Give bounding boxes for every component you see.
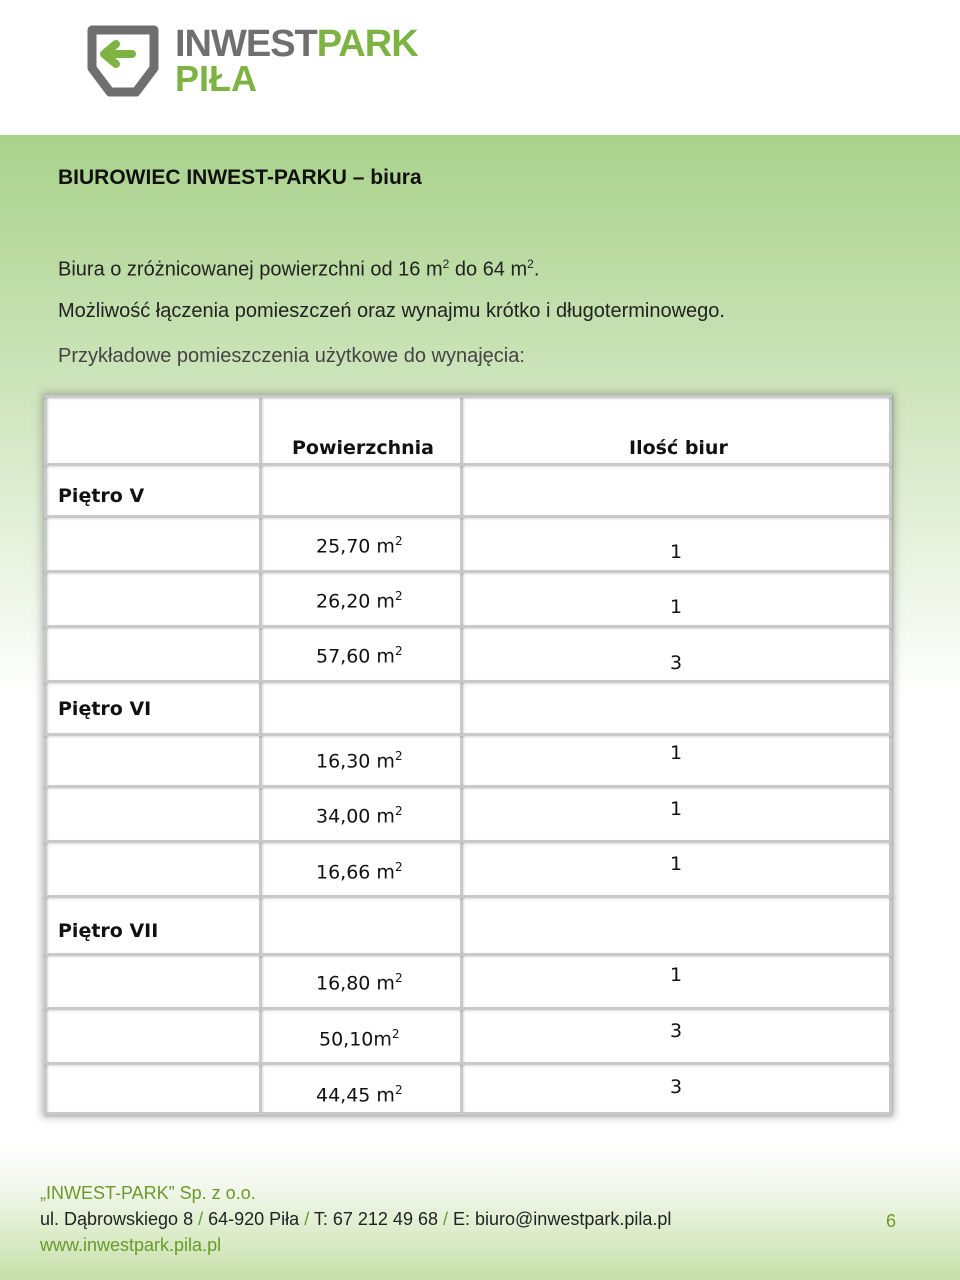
intro-line-examples: Przykładowe pomieszczenia użytkowe do wynajęcia: <box>58 345 525 367</box>
row-count: 1 <box>670 964 683 986</box>
row-count: 3 <box>670 652 683 674</box>
footer-contact: ul. Dąbrowskiego 8 / 64-920 Piła / T: 67 212 49 68 / E: biuro@inwestpark.pila.pl <box>40 1209 672 1229</box>
header-area: Powierzchnia <box>292 437 435 459</box>
floor-label: Piętro VI <box>58 698 152 720</box>
row-area: 26,20 $m^2$ <box>316 589 403 613</box>
row-count: 1 <box>670 798 683 820</box>
intro-line-options: Możliwość łączenia pomieszczeń oraz wynajmu krótko i długoterminowego. <box>58 300 725 322</box>
footer-website-link[interactable]: www.inwestpark.pila.pl <box>40 1235 222 1255</box>
logo-text-inwest: INWEST <box>175 23 317 65</box>
row-area: 16,30 $m^2$ <box>316 749 403 773</box>
offices-table <box>44 395 892 1115</box>
logo-text-park: PARK <box>316 23 418 65</box>
footer-email-link[interactable]: E: biuro@inwestpark.pila.pl <box>453 1209 672 1229</box>
row-area: 16,66 $m^2$ <box>316 860 403 884</box>
row-area: 16,80 $m^2$ <box>316 971 403 995</box>
row-area: 34,00 $m^2$ <box>316 804 403 828</box>
row-area: 44,45 $m^2$ <box>316 1083 403 1107</box>
logo-text-city: PIŁA <box>175 58 258 99</box>
row-count: 3 <box>670 1020 683 1042</box>
row-count: 3 <box>670 1076 683 1098</box>
page-number: 6 <box>886 1211 897 1231</box>
page-title: BIUROWIEC INWEST-PARKU – biura <box>58 166 422 189</box>
row-area: 25,70 $m^2$ <box>316 534 403 558</box>
row-count: 1 <box>670 596 683 618</box>
header-count: Ilość biur <box>629 437 728 459</box>
row-area: 57,60 $m^2$ <box>316 644 403 668</box>
row-count: 1 <box>670 541 683 563</box>
floor-label: Piętro VII <box>58 920 159 942</box>
inwestpark-logo-icon <box>86 24 160 98</box>
row-count: 1 <box>670 742 683 764</box>
footer-company: „INWEST-PARK” Sp. z o.o. <box>40 1183 256 1203</box>
page-header <box>0 0 960 135</box>
row-area: $50,10m^2$ <box>319 1027 400 1051</box>
intro-line-sizes: Biura o zróżnicowanej powierzchni od 16 $m^2$ do 64 $m^2$. <box>58 257 540 281</box>
floor-label: Piętro V <box>58 485 145 507</box>
row-count: 1 <box>670 853 683 875</box>
